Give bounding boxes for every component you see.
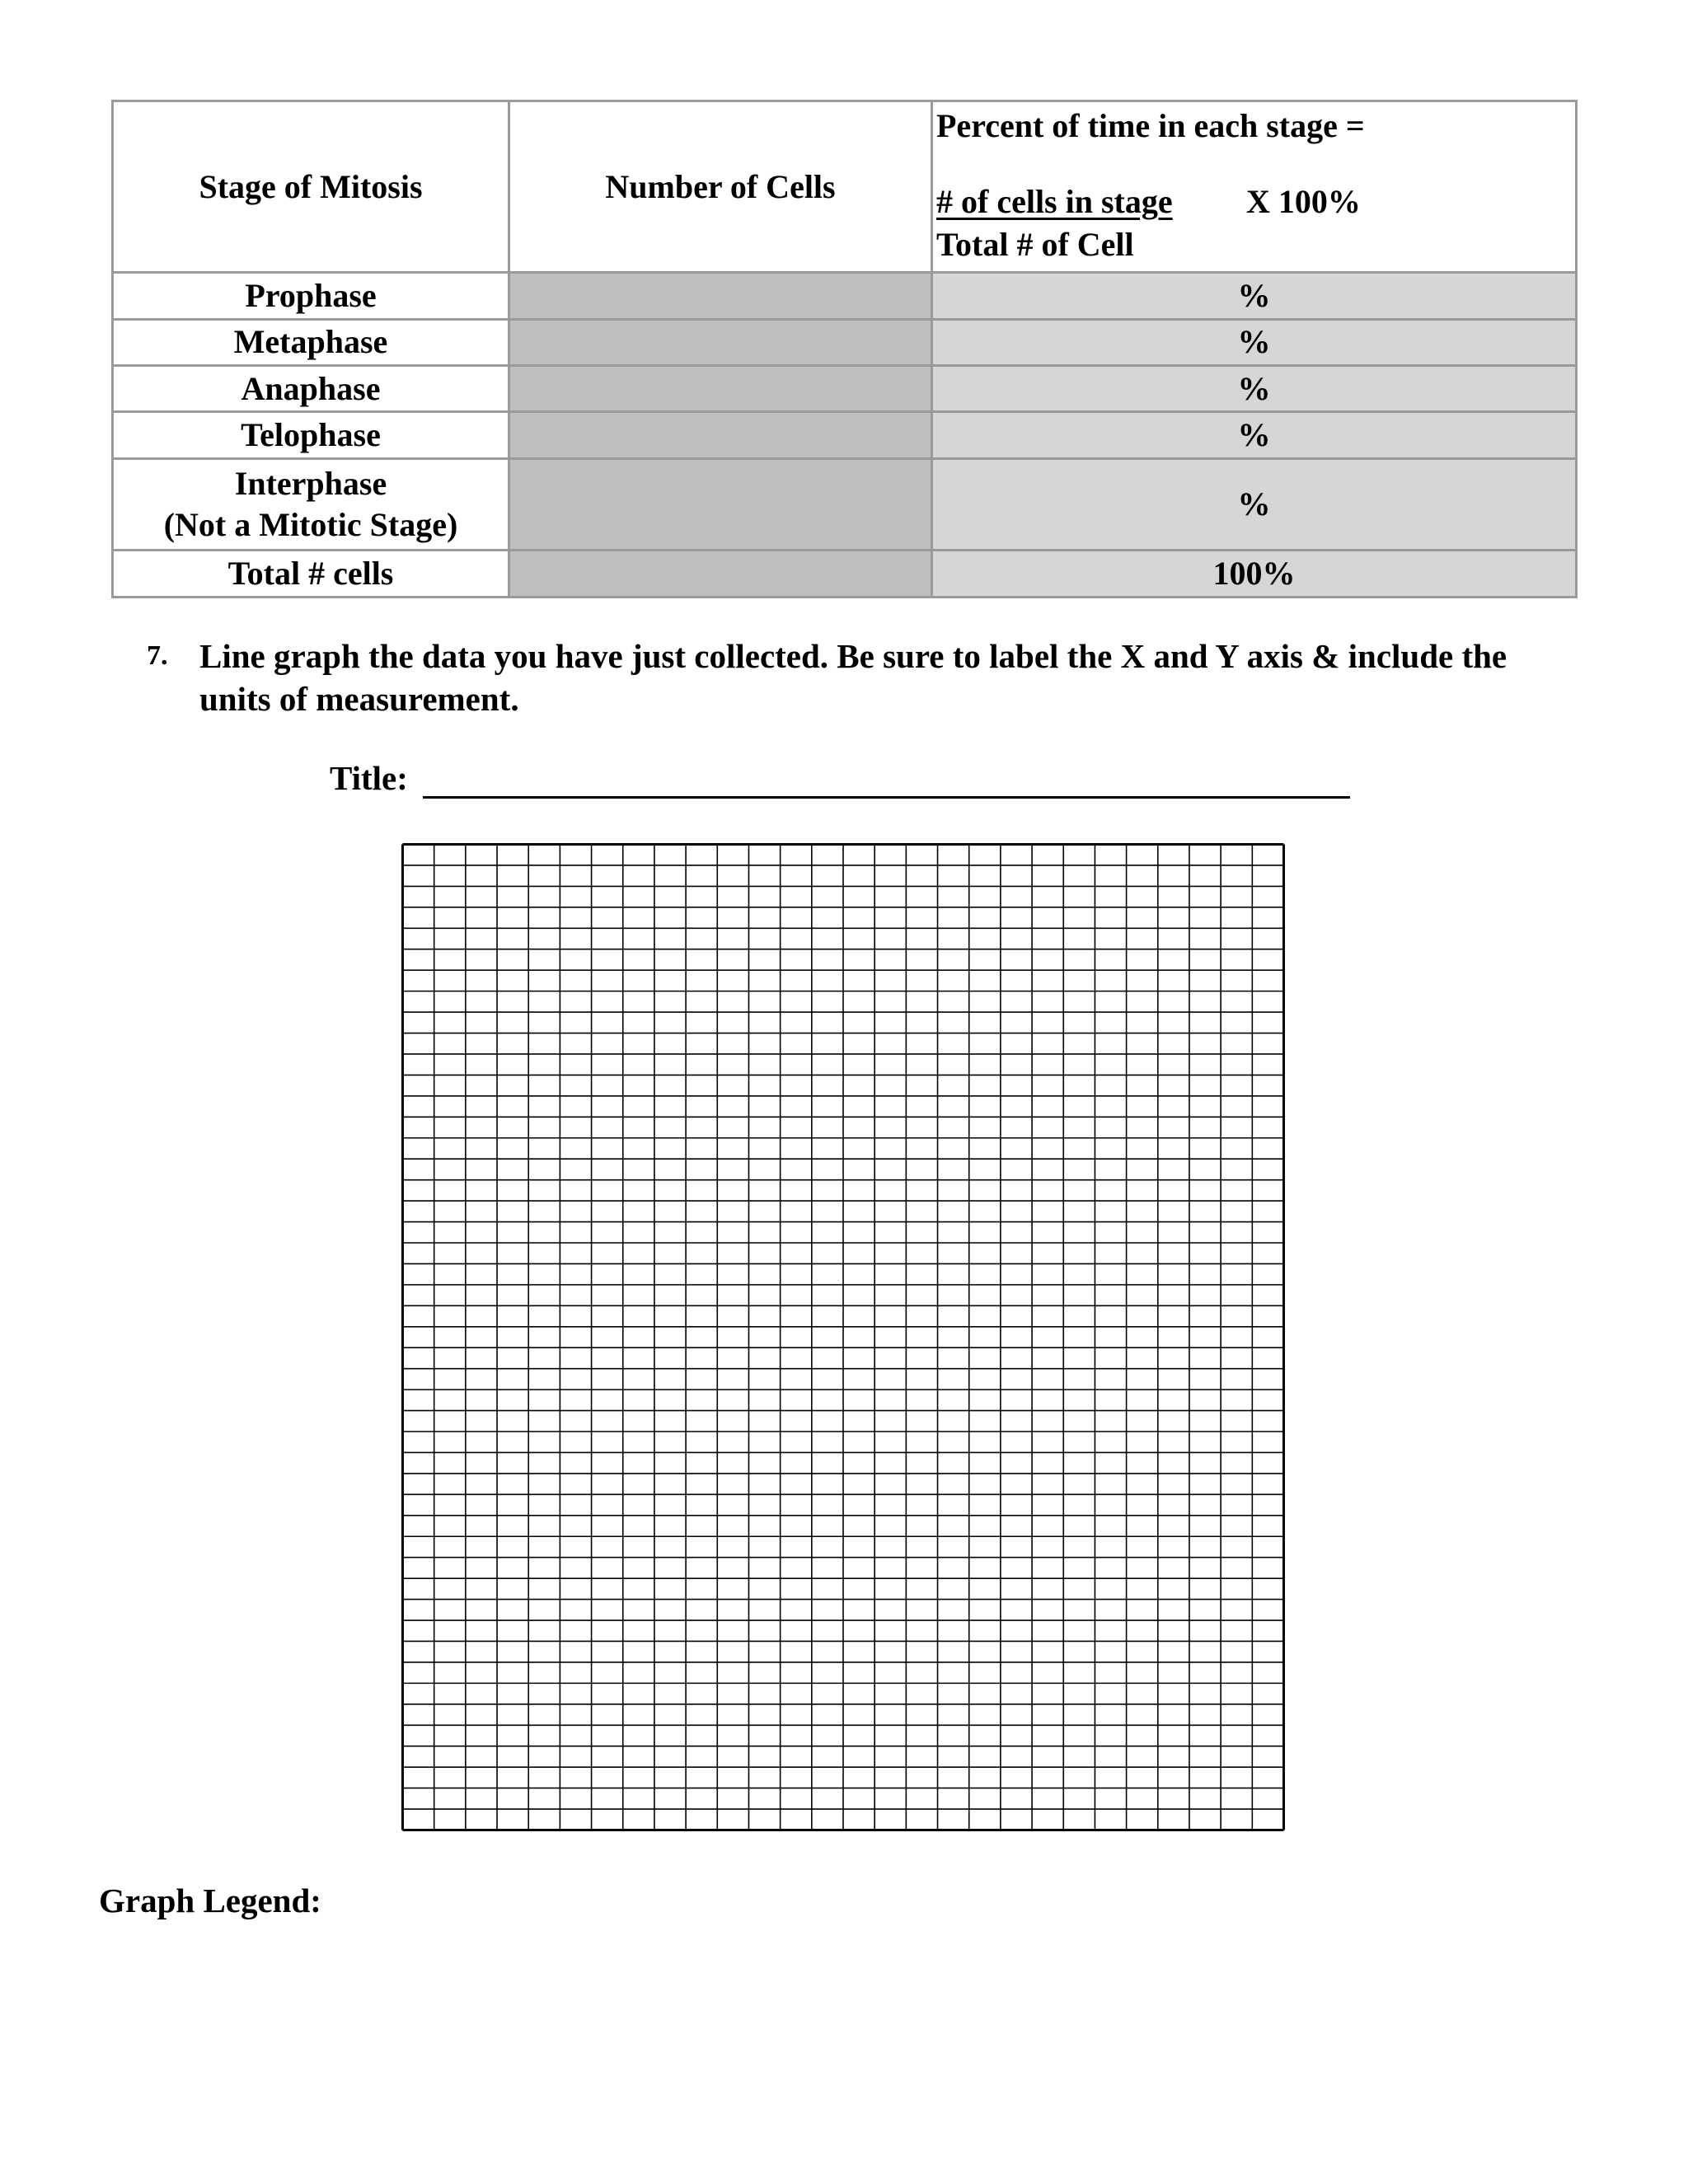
table-row-total: [113, 550, 1577, 597]
percent-formula-title: Percent of time in each stage =: [936, 107, 1365, 144]
graph-legend-label: Graph Legend:: [99, 1882, 321, 1919]
percent-cell[interactable]: %: [932, 458, 1577, 550]
table-row-anaphase: [113, 366, 1577, 412]
graph-title-entry-line[interactable]: [423, 796, 1350, 799]
table-row-metaphase: [113, 319, 1577, 365]
cell-count-entry[interactable]: [509, 550, 932, 597]
table-header-row: [113, 101, 1577, 273]
question-number: 7.: [147, 640, 168, 671]
stage-cell: [113, 458, 509, 550]
percent-cell: 100%: [932, 550, 1577, 597]
question-text: Line graph the data you have just collected. Be sure to label the X and Y axis & include the units of measurement.: [199, 637, 1507, 718]
cell-count-entry[interactable]: [509, 273, 932, 319]
percent-cell[interactable]: %: [932, 412, 1577, 458]
stage-column-header: Stage of Mitosis: [113, 101, 509, 273]
table-row-interphase: [113, 458, 1577, 550]
table-row-telophase: [113, 412, 1577, 458]
percent-cell[interactable]: %: [932, 366, 1577, 412]
stage-cell: Total # cells: [113, 550, 509, 597]
percent-column-header: [932, 101, 1577, 273]
stage-name: Interphase: [234, 464, 387, 502]
graph-title-label: Title:: [330, 759, 408, 797]
cell-count-entry[interactable]: [509, 366, 932, 412]
cell-count-entry[interactable]: [509, 458, 932, 550]
stage-cell: Telophase: [113, 412, 509, 458]
table-row-prophase: [113, 273, 1577, 319]
stage-cell: Metaphase: [113, 319, 509, 365]
count-column-header: Number of Cells: [509, 101, 932, 273]
percent-cell[interactable]: %: [932, 319, 1577, 365]
percent-formula-denominator: Total # of Cell: [936, 226, 1134, 263]
stage-cell: Anaphase: [113, 366, 509, 412]
cell-count-entry[interactable]: [509, 412, 932, 458]
percent-formula-multiplier: X 100%: [1246, 183, 1361, 220]
stage-note: (Not a Mitotic Stage): [163, 505, 458, 543]
percent-formula-numerator: # of cells in stage: [936, 183, 1173, 220]
graph-paper-grid[interactable]: [401, 843, 1285, 1831]
mitosis-data-table: [111, 100, 1578, 598]
stage-cell: Prophase: [113, 273, 509, 319]
percent-cell[interactable]: %: [932, 273, 1577, 319]
cell-count-entry[interactable]: [509, 319, 932, 365]
